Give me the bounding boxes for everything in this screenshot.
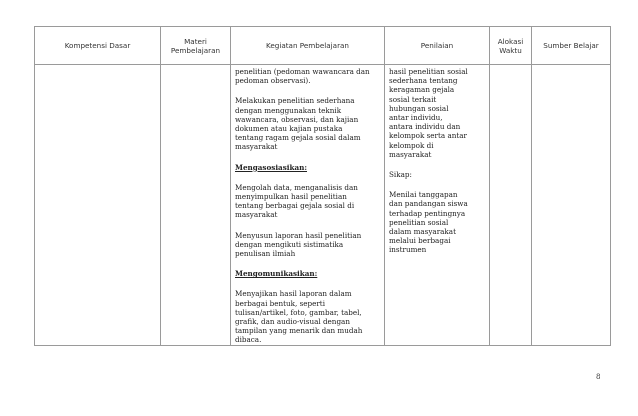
kegiatan-heading-mengasosiasikan: Mengasosiasikan: — [235, 162, 308, 172]
header-alokasi-waktu: Alokasi Waktu — [490, 27, 532, 65]
kegiatan-paragraph: Menyusun laporan hasil penelitian dengan mengikuti sistimatika penulisan ilmiah — [235, 230, 362, 259]
penilaian-heading-sikap: Sikap: — [389, 170, 412, 180]
header-sumber-belajar: Sumber Belajar — [532, 27, 611, 65]
kegiatan-paragraph: Mengolah data, menganalisis dan menyimpulkan hasil penelitian tentang berbagai gejala sosial di masyarakat — [235, 182, 358, 220]
kegiatan-heading-mengomunikasikan: Mengomunikasikan: — [235, 269, 318, 279]
kegiatan-paragraph: Melakukan penelitian sederhana dengan menggunakan teknik wawancara, observasi, dan kajian dokumen atau kajian pustaka tentang ragam gejala sosial dalam masyarakat — [235, 96, 361, 152]
header-penilaian: Penilaian — [385, 27, 490, 65]
cell-kompetensi-dasar — [35, 65, 161, 346]
cell-sumber-belajar — [532, 65, 611, 346]
cell-alokasi-waktu — [490, 65, 532, 346]
table-header-row — [35, 27, 611, 65]
cell-penilaian — [385, 65, 490, 346]
header-materi-pembelajaran: Materi Pembelajaran — [161, 27, 231, 65]
lesson-plan-table — [34, 26, 611, 346]
header-kegiatan-pembelajaran: Kegiatan Pembelajaran — [231, 27, 385, 65]
cell-materi-pembelajaran — [161, 65, 231, 346]
header-kompetensi-dasar: Kompetensi Dasar — [35, 27, 161, 65]
table-row — [35, 65, 611, 346]
page-number: 8 — [596, 373, 601, 381]
cell-kegiatan-pembelajaran — [231, 65, 385, 346]
kegiatan-paragraph: Menyajikan hasil laporan dalam berbagai bentuk, seperti tulisan/artikel, foto, gambar, tabel, grafik, dan audio-visual dengan tampilan yang menarik dan mudah dibaca. — [235, 289, 363, 345]
penilaian-paragraph: Menilai tanggapan dan pandangan siswa terhadap pentingnya penelitian sosial dalam masyarakat melalui berbagai instrumen — [389, 190, 468, 255]
kegiatan-paragraph: penelitian (pedoman wawancara dan pedoman observasi). — [235, 67, 370, 86]
penilaian-paragraph: hasil penelitian sosial sederhana tentang keragaman gejala sosial terkait hubungan sosial antar individu, antara individu dan kelompok serta antar kelompok di masyarakat — [389, 67, 468, 159]
